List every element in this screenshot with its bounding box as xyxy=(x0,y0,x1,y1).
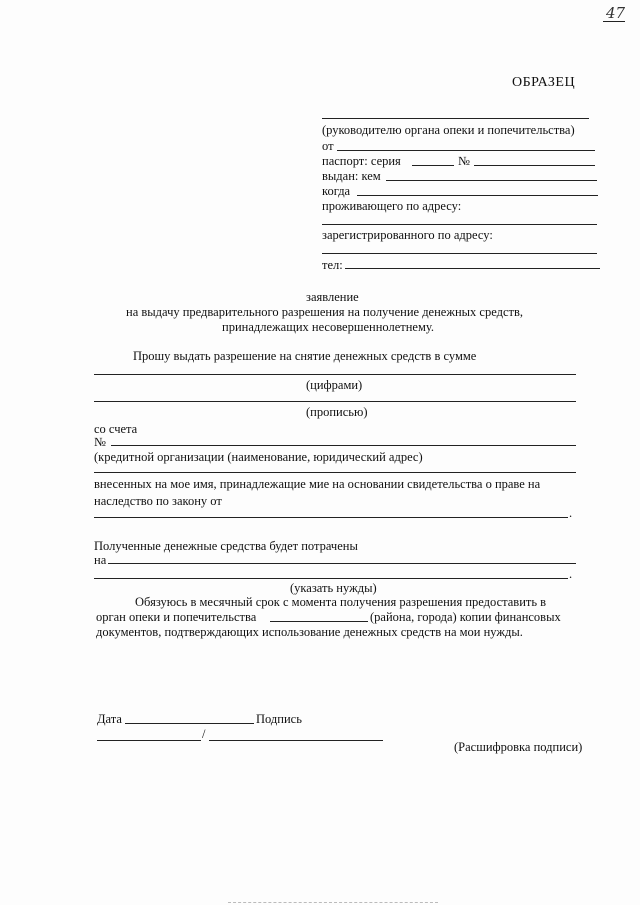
date-label: Дата xyxy=(97,712,122,726)
credit-org-line xyxy=(94,472,576,473)
obligation-line-3: документов, подтверждающих использование денежных средств на мои нужды. xyxy=(96,625,523,639)
residence-label: проживающего по адресу: xyxy=(322,199,462,213)
needs-line-1 xyxy=(108,563,576,564)
title-line-2: на выдачу предварительного разрешения на получение денежных средств, xyxy=(126,305,524,319)
spent-text: Полученные денежные средства будет потрачены xyxy=(94,539,358,553)
account-number-line xyxy=(111,445,576,446)
words-caption: (прописью) xyxy=(306,405,368,419)
amount-words-line xyxy=(94,401,576,402)
on-label: на xyxy=(94,553,107,567)
period-1: . xyxy=(569,506,573,520)
when-line xyxy=(357,195,598,196)
signature-decipher-line xyxy=(209,740,383,741)
signature-line xyxy=(97,740,201,741)
guardianship-area-line xyxy=(270,621,368,622)
credit-org-caption: (кредитной организации (наименование, юридический адрес) xyxy=(94,450,423,464)
obligation-line-2a: орган опеки и попечительства xyxy=(96,610,257,624)
when-label: когда xyxy=(322,184,351,198)
passport-series-label: паспорт: серия xyxy=(322,154,401,168)
period-2: . xyxy=(569,567,573,581)
needs-caption: (указать нужды) xyxy=(290,581,377,595)
digits-caption: (цифрами) xyxy=(306,378,363,392)
signature-slash: / xyxy=(202,727,206,741)
phone-line xyxy=(345,268,600,269)
issued-by-label: выдан: кем xyxy=(322,169,381,183)
registered-line xyxy=(322,253,597,254)
phone-label: тел: xyxy=(322,258,343,272)
amount-digits-line xyxy=(94,374,576,375)
passport-series-line xyxy=(412,165,454,166)
decipher-caption: (Расшифровка подписи) xyxy=(454,740,583,754)
passport-number-line xyxy=(474,165,595,166)
residence-line xyxy=(322,224,597,225)
sample-label: ОБРАЗЕЦ xyxy=(512,75,576,90)
date-line xyxy=(125,723,254,724)
inheritance-text: наследство по закону от xyxy=(94,494,222,508)
request-text: Прошу выдать разрешение на снятие денежных средств в сумме xyxy=(133,349,477,363)
page-number-underline xyxy=(603,21,625,22)
passport-number-label: № xyxy=(458,154,470,168)
from-label: от xyxy=(322,139,334,153)
obligation-line-1: Обязуюсь в месячный срок с момента получения разрешения предоставить в xyxy=(135,595,547,609)
signature-label: Подпись xyxy=(256,712,302,726)
account-from-label: со счета xyxy=(94,422,138,436)
scan-artifact-line xyxy=(228,902,438,903)
obligation-line-2b: (района, города) копии финансовых xyxy=(370,610,561,624)
handwritten-page-number: 47 xyxy=(606,4,626,22)
account-number-label: № xyxy=(94,435,106,449)
inheritance-date-line xyxy=(94,517,568,518)
recipient-caption: (руководителю органа опеки и попечительства) xyxy=(322,123,575,137)
needs-line-2 xyxy=(94,578,568,579)
title-line-3: принадлежащих несовершеннолетнему. xyxy=(222,320,435,334)
deposited-text: внесенных на мое имя, принадлежащие мие на основании свидетельства о праве на xyxy=(94,477,541,491)
from-line xyxy=(337,150,595,151)
registered-label: зарегистрированного по адресу: xyxy=(322,228,493,242)
recipient-line xyxy=(322,118,589,119)
issued-by-line xyxy=(386,180,597,181)
title-line-1: заявление xyxy=(306,290,359,304)
